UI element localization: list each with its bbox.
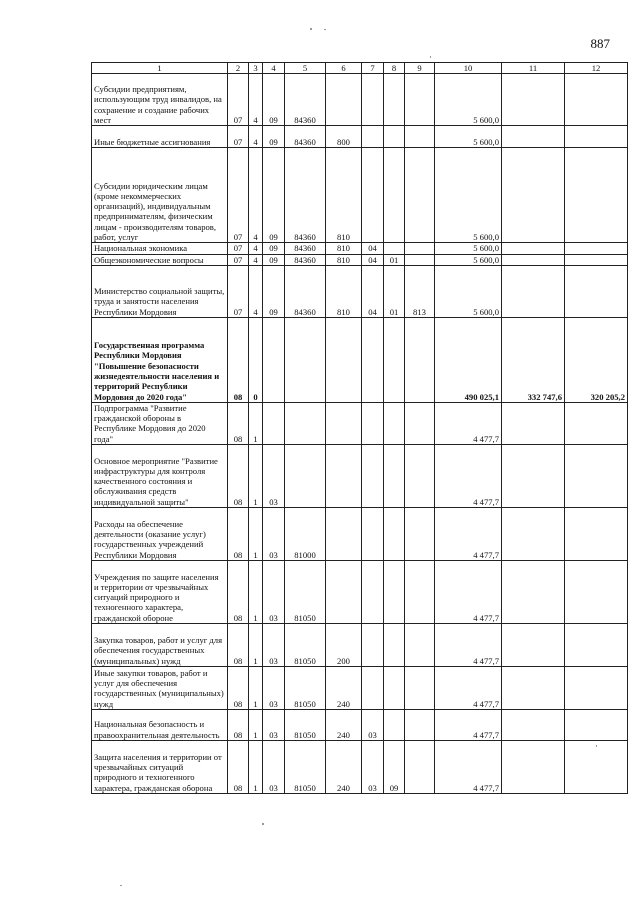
col-6-cell: 810 — [326, 148, 362, 243]
header-cell: 1 — [92, 63, 228, 74]
col-2-cell: 08 — [228, 561, 249, 624]
col-2-cell: 08 — [228, 710, 249, 741]
col-3-cell: 1 — [249, 445, 263, 508]
scan-speck — [430, 56, 431, 58]
table-row — [92, 254, 628, 265]
col-5-cell — [285, 402, 326, 444]
amount-col-10-cell: 4 477,7 — [435, 667, 502, 710]
col-5-cell: 81000 — [285, 508, 326, 561]
amount-col-11-cell — [502, 148, 565, 243]
col-9-cell — [405, 148, 435, 243]
col-8-cell — [384, 402, 405, 444]
header-cell: 9 — [405, 63, 435, 74]
item-name-cell: Иные бюджетные ассигнования — [92, 126, 228, 148]
col-3-cell: 4 — [249, 126, 263, 148]
col-2-cell: 08 — [228, 508, 249, 561]
col-7-cell: 04 — [362, 243, 384, 254]
table-row — [92, 561, 628, 624]
col-6-cell: 810 — [326, 254, 362, 265]
col-3-cell: 4 — [249, 254, 263, 265]
amount-col-12-cell — [565, 508, 628, 561]
item-name-cell: Расходы на обеспечение деятельности (оказание услуг) государственных учреждений Республики Мордовия — [92, 508, 228, 561]
col-2-cell: 07 — [228, 265, 249, 317]
amount-col-11-cell — [502, 561, 565, 624]
col-9-cell — [405, 402, 435, 444]
scan-speck — [596, 745, 597, 747]
amount-col-10-cell: 5 600,0 — [435, 254, 502, 265]
col-5-cell: 81050 — [285, 741, 326, 794]
col-6-cell: 800 — [326, 126, 362, 148]
col-6-cell: 240 — [326, 667, 362, 710]
col-5-cell: 81050 — [285, 624, 326, 667]
col-6-cell: 200 — [326, 624, 362, 667]
col-4-cell: 03 — [263, 710, 285, 741]
col-4-cell: 03 — [263, 667, 285, 710]
amount-col-10-cell: 4 477,7 — [435, 508, 502, 561]
amount-col-10-cell: 4 477,7 — [435, 445, 502, 508]
col-8-cell — [384, 243, 405, 254]
item-name-cell: Учреждения по защите населения и территории от чрезвычайных ситуаций природного и техногенного характера, гражданской обороне — [92, 561, 228, 624]
col-4-cell: 03 — [263, 561, 285, 624]
amount-col-10-cell: 4 477,7 — [435, 741, 502, 794]
col-9-cell — [405, 317, 435, 402]
col-6-cell — [326, 402, 362, 444]
item-name-cell: Закупка товаров, работ и услуг для обеспечения государственных (муниципальных) нужд — [92, 624, 228, 667]
amount-col-10-cell: 5 600,0 — [435, 148, 502, 243]
item-name-cell: Иные закупки товаров, работ и услуг для обеспечения государственных (муниципальных) нужд — [92, 667, 228, 710]
item-name-cell: Субсидии юридическим лицам (кроме некоммерческих организаций), индивидуальным предпринимателям, физическим лицам - производителям товаров, работ, услуг — [92, 148, 228, 243]
table-row — [92, 402, 628, 444]
item-name-cell: Общеэкономические вопросы — [92, 254, 228, 265]
col-9-cell — [405, 445, 435, 508]
col-2-cell: 08 — [228, 317, 249, 402]
item-name-cell: Национальная безопасность и правоохранительная деятельность — [92, 710, 228, 741]
amount-col-12-cell — [565, 561, 628, 624]
table-row — [92, 243, 628, 254]
header-cell: 3 — [249, 63, 263, 74]
col-6-cell: 810 — [326, 243, 362, 254]
table-body — [92, 74, 628, 794]
col-3-cell: 1 — [249, 710, 263, 741]
table-row — [92, 624, 628, 667]
col-7-cell — [362, 317, 384, 402]
col-9-cell: 813 — [405, 265, 435, 317]
col-8-cell — [384, 74, 405, 126]
header-cell: 5 — [285, 63, 326, 74]
table-row — [92, 265, 628, 317]
col-4-cell: 03 — [263, 624, 285, 667]
header-row — [92, 63, 628, 74]
table-row — [92, 317, 628, 402]
col-5-cell: 84360 — [285, 126, 326, 148]
col-7-cell — [362, 148, 384, 243]
amount-col-12-cell: 320 205,2 — [565, 317, 628, 402]
col-4-cell: 09 — [263, 254, 285, 265]
col-7-cell — [362, 624, 384, 667]
col-4-cell: 09 — [263, 265, 285, 317]
amount-col-12-cell — [565, 445, 628, 508]
col-4-cell: 09 — [263, 148, 285, 243]
col-5-cell: 84360 — [285, 265, 326, 317]
col-8-cell: 01 — [384, 265, 405, 317]
amount-col-10-cell: 490 025,1 — [435, 317, 502, 402]
amount-col-10-cell: 4 477,7 — [435, 624, 502, 667]
table-row — [92, 710, 628, 741]
col-7-cell — [362, 402, 384, 444]
col-5-cell — [285, 445, 326, 508]
col-3-cell: 4 — [249, 74, 263, 126]
amount-col-12-cell — [565, 148, 628, 243]
col-5-cell: 81050 — [285, 561, 326, 624]
amount-col-11-cell — [502, 402, 565, 444]
amount-col-11-cell — [502, 667, 565, 710]
col-8-cell — [384, 148, 405, 243]
header-cell: 4 — [263, 63, 285, 74]
budget-table — [91, 62, 628, 794]
col-2-cell: 08 — [228, 624, 249, 667]
col-7-cell: 04 — [362, 265, 384, 317]
item-name-cell: Защита населения и территории от чрезвычайных ситуаций природного и техногенного характера, гражданская оборона — [92, 741, 228, 794]
header-cell: 12 — [565, 63, 628, 74]
col-7-cell — [362, 74, 384, 126]
amount-col-12-cell — [565, 126, 628, 148]
col-3-cell: 4 — [249, 243, 263, 254]
col-2-cell: 08 — [228, 445, 249, 508]
col-6-cell — [326, 74, 362, 126]
col-5-cell: 81050 — [285, 710, 326, 741]
col-4-cell: 03 — [263, 741, 285, 794]
table-row — [92, 667, 628, 710]
col-9-cell — [405, 243, 435, 254]
col-4-cell: 03 — [263, 445, 285, 508]
col-3-cell: 1 — [249, 402, 263, 444]
table-row — [92, 74, 628, 126]
col-4-cell: 03 — [263, 508, 285, 561]
amount-col-11-cell — [502, 624, 565, 667]
col-4-cell — [263, 402, 285, 444]
col-8-cell — [384, 317, 405, 402]
amount-col-11-cell — [502, 445, 565, 508]
amount-col-10-cell: 4 477,7 — [435, 402, 502, 444]
item-name-cell: Государственная программа Республики Мордовия "Повышение безопасности жизнедеятельности населения и территорий Республики Мордовия до 2020 года" — [92, 317, 228, 402]
col-8-cell — [384, 667, 405, 710]
amount-col-12-cell — [565, 265, 628, 317]
col-7-cell: 03 — [362, 741, 384, 794]
item-name-cell: Национальная экономика — [92, 243, 228, 254]
col-9-cell — [405, 667, 435, 710]
col-9-cell — [405, 254, 435, 265]
amount-col-11-cell — [502, 243, 565, 254]
header-cell: 10 — [435, 63, 502, 74]
col-3-cell: 4 — [249, 265, 263, 317]
scan-speck — [120, 885, 122, 886]
col-7-cell — [362, 126, 384, 148]
table-row — [92, 148, 628, 243]
col-2-cell: 07 — [228, 148, 249, 243]
item-name-cell: Основное мероприятие "Развитие инфраструктуры для контроля качественного состояния и обслуживания средств индивидуальной защиты" — [92, 445, 228, 508]
table-row — [92, 741, 628, 794]
col-9-cell — [405, 508, 435, 561]
amount-col-10-cell: 5 600,0 — [435, 265, 502, 317]
page-number: 887 — [590, 36, 610, 51]
amount-col-11-cell: 332 747,6 — [502, 317, 565, 402]
amount-col-12-cell — [565, 741, 628, 794]
col-9-cell — [405, 624, 435, 667]
header-cell: 6 — [326, 63, 362, 74]
col-5-cell: 81050 — [285, 667, 326, 710]
col-7-cell — [362, 445, 384, 508]
amount-col-12-cell — [565, 624, 628, 667]
col-5-cell: 84360 — [285, 254, 326, 265]
col-3-cell: 1 — [249, 561, 263, 624]
scan-speck — [310, 28, 312, 30]
col-2-cell: 07 — [228, 126, 249, 148]
table-row — [92, 508, 628, 561]
col-4-cell: 09 — [263, 74, 285, 126]
col-2-cell: 07 — [228, 243, 249, 254]
col-4-cell — [263, 317, 285, 402]
col-2-cell: 07 — [228, 254, 249, 265]
col-6-cell: 240 — [326, 710, 362, 741]
amount-col-12-cell — [565, 667, 628, 710]
amount-col-10-cell: 4 477,7 — [435, 710, 502, 741]
col-2-cell: 07 — [228, 74, 249, 126]
amount-col-12-cell — [565, 74, 628, 126]
item-name-cell: Подпрограмма "Развитие гражданской обороны в Республике Мордовия до 2020 года" — [92, 402, 228, 444]
col-8-cell — [384, 445, 405, 508]
amount-col-10-cell: 4 477,7 — [435, 561, 502, 624]
amount-col-12-cell — [565, 710, 628, 741]
amount-col-12-cell — [565, 402, 628, 444]
col-7-cell — [362, 667, 384, 710]
col-9-cell — [405, 741, 435, 794]
amount-col-11-cell — [502, 265, 565, 317]
col-9-cell — [405, 126, 435, 148]
col-9-cell — [405, 74, 435, 126]
col-5-cell: 84360 — [285, 148, 326, 243]
col-6-cell — [326, 445, 362, 508]
col-2-cell: 08 — [228, 667, 249, 710]
col-4-cell: 09 — [263, 126, 285, 148]
col-7-cell — [362, 561, 384, 624]
table-row — [92, 445, 628, 508]
col-7-cell: 03 — [362, 710, 384, 741]
col-8-cell: 09 — [384, 741, 405, 794]
scan-speck — [262, 823, 264, 825]
header-cell: 2 — [228, 63, 249, 74]
col-5-cell: 84360 — [285, 243, 326, 254]
amount-col-10-cell: 5 600,0 — [435, 74, 502, 126]
col-5-cell — [285, 317, 326, 402]
col-8-cell — [384, 508, 405, 561]
col-6-cell — [326, 508, 362, 561]
header-cell: 7 — [362, 63, 384, 74]
col-3-cell: 4 — [249, 148, 263, 243]
col-8-cell — [384, 624, 405, 667]
col-2-cell: 08 — [228, 741, 249, 794]
amount-col-11-cell — [502, 741, 565, 794]
col-8-cell — [384, 561, 405, 624]
col-3-cell: 1 — [249, 667, 263, 710]
col-6-cell: 810 — [326, 265, 362, 317]
header-cell: 11 — [502, 63, 565, 74]
col-9-cell — [405, 561, 435, 624]
amount-col-11-cell — [502, 254, 565, 265]
col-3-cell: 1 — [249, 508, 263, 561]
col-8-cell — [384, 126, 405, 148]
col-7-cell — [362, 508, 384, 561]
col-8-cell — [384, 710, 405, 741]
header-cell: 8 — [384, 63, 405, 74]
col-6-cell — [326, 317, 362, 402]
col-7-cell: 04 — [362, 254, 384, 265]
col-3-cell: 0 — [249, 317, 263, 402]
col-6-cell: 240 — [326, 741, 362, 794]
amount-col-10-cell: 5 600,0 — [435, 126, 502, 148]
amount-col-12-cell — [565, 243, 628, 254]
item-name-cell: Субсидии предприятиям, использующим труд инвалидов, на сохранение и создание рабочих мест — [92, 74, 228, 126]
col-2-cell: 08 — [228, 402, 249, 444]
col-3-cell: 1 — [249, 741, 263, 794]
table-header — [92, 63, 628, 74]
col-8-cell: 01 — [384, 254, 405, 265]
col-6-cell — [326, 561, 362, 624]
amount-col-12-cell — [565, 254, 628, 265]
amount-col-11-cell — [502, 710, 565, 741]
col-9-cell — [405, 710, 435, 741]
col-4-cell: 09 — [263, 243, 285, 254]
item-name-cell: Министерство социальной защиты, труда и занятости населения Республики Мордовия — [92, 265, 228, 317]
scan-speck — [324, 29, 326, 30]
col-3-cell: 1 — [249, 624, 263, 667]
amount-col-11-cell — [502, 508, 565, 561]
amount-col-10-cell: 5 600,0 — [435, 243, 502, 254]
col-5-cell: 84360 — [285, 74, 326, 126]
amount-col-11-cell — [502, 126, 565, 148]
table-row — [92, 126, 628, 148]
amount-col-11-cell — [502, 74, 565, 126]
